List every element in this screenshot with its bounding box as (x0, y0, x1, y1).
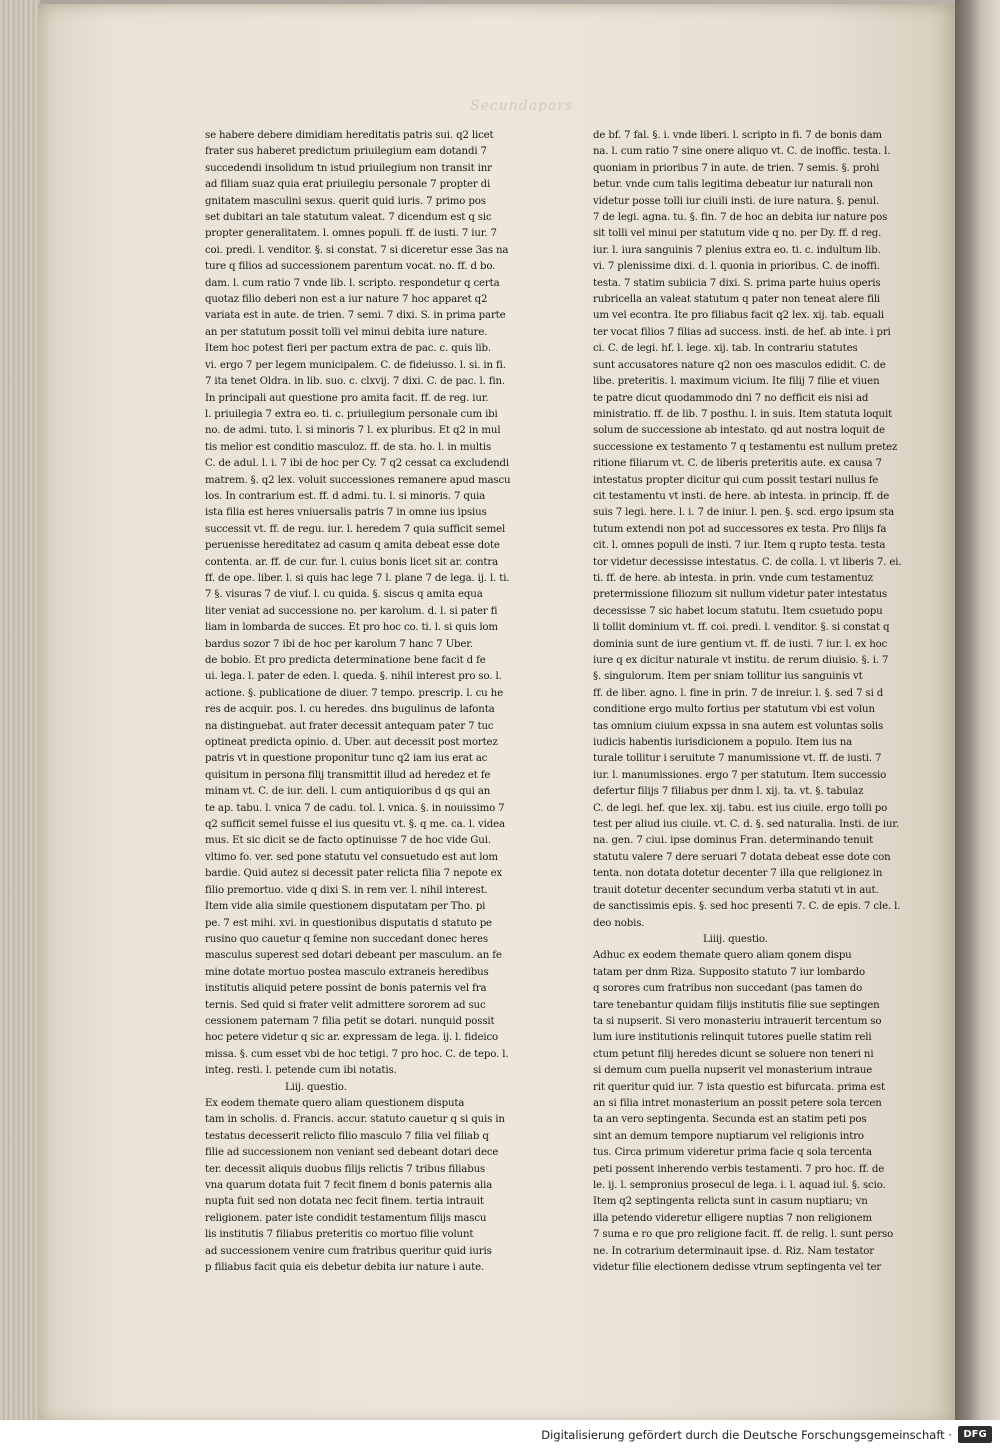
text-line: tus. Circa primum videretur prima facie q sola tercenta (593, 1147, 872, 1159)
text-line: iudicis habentis iurisdicionem a populo. Item ius na (593, 737, 853, 749)
text-line: optineat predicta opinio. d. Uber. aut decessit post mortez (205, 737, 498, 749)
text-line: Item hoc potest fieri per pactum extra de pac. c. quis lib. (205, 343, 491, 355)
text-line: integ. resti. l. petende cum ibi notatis. (205, 1065, 397, 1077)
text-line: te patre dicut quodammodo dni 7 no defficit eis nisi ad (593, 392, 869, 404)
text-line: videtur posse tolli iur ciuili insti. de iure natura. §. penul. (593, 195, 880, 207)
text-line: tor videtur decessisse intestatus. C. de colla. l. vt liberis 7. ei. (593, 556, 902, 568)
text-line: betur. vnde cum talis legitima debeatur iur naturali non (593, 179, 873, 191)
text-line: C. de adul. l. i. 7 ibi de hoc per Cy. 7 q2 cessat ca excludendi (205, 458, 509, 470)
text-line: lum iure institutionis relinquit tutores puelle statim reli (593, 1032, 872, 1044)
text-line: ad filiam suaz quia erat priuilegiu personale 7 propter di (205, 179, 491, 191)
text-line: lis institutis 7 filiabus preteritis co mortuo filie volunt (205, 1229, 474, 1241)
left-text-column (205, 128, 575, 1276)
text-line: 7 de legi. agna. tu. §. fin. 7 de hoc an debita iur nature pos (593, 212, 888, 224)
text-line: de bobio. Et pro predicta determinatione bene facit d fe (205, 655, 486, 666)
text-line: successione ex testamento 7 q testamentu est nullum pretez (593, 441, 898, 453)
text-line: conditione ergo multo fortius per statutum vbi est volun (593, 704, 875, 716)
text-line: de bf. 7 fal. §. i. vnde liberi. l. scripto in fi. 7 de bonis dam (593, 130, 882, 141)
text-line: peruenisse hereditatez ad casum q amita debeat esse dote (205, 540, 500, 552)
text-line: los. In contrarium est. ff. d admi. tu. l. si minoris. 7 quia (205, 490, 486, 502)
text-line: ui. lega. l. pater de eden. l. queda. §. nihil interest pro so. l. (205, 671, 502, 683)
text-line: variata est in aute. de trien. 7 semi. 7 dixi. S. in prima parte (205, 310, 506, 322)
text-line: test per aliud ius ciuile. vt. C. d. §. sed naturalia. Insti. de iur. (593, 819, 900, 831)
text-line: te ap. tabu. l. vnica 7 de cadu. tol. l. vnica. §. in nouissimo 7 (205, 802, 505, 814)
text-line: matrem. §. q2 lex. voluit successiones remanere apud mascu (205, 474, 511, 486)
text-line: solum de successione ab intestato. qd aut nostra loquit de (593, 425, 885, 437)
text-line: mus. Et sic dicit se de facto optinuisse 7 de hoc vide Gui. (205, 835, 491, 847)
text-line: ci. C. de legi. hf. l. lege. xij. tab. In contrariu statutes (593, 343, 858, 355)
text-line: li tollit dominium vt. ff. coi. predi. l. venditor. §. si constat q (593, 622, 890, 634)
dfg-logo-icon: DFG (958, 1426, 992, 1443)
text-line: ter vocat filios 7 filias ad success. insti. de hef. ab inte. i pri (593, 326, 891, 338)
text-line: Item vide alia simile questionem disputatam per Tho. pi (205, 901, 486, 913)
text-line: successit vt. ff. de regu. iur. l. heredem 7 quia sufficit semel (205, 523, 506, 535)
text-line: vi. 7 plenissime dixi. d. l. quonia in prioribus. C. de inoffi. (593, 261, 880, 273)
text-line: Adhuc ex eodem themate quero aliam qonem dispu (593, 950, 852, 962)
text-line: ista filia est heres vniuersalis patris 7 in omne ius ipsius (205, 507, 487, 519)
text-line: mine dotate mortuo postea masculo extraneis heredibus (205, 966, 489, 978)
text-line: dominia sunt de iure gentium vt. ff. de iusti. 7 iur. l. ex hoc (593, 638, 888, 650)
text-line: quotaz filio deberi non est a iur nature 7 hoc apparet q2 (205, 294, 488, 306)
text-line: rubricella an valeat statutum q pater non teneat alere fili (593, 294, 881, 306)
text-line: gnitatem masculini sexus. querit quid iuris. 7 primo pos (205, 195, 486, 207)
text-line: p filiabus facit quia eis debetur debita iur nature i aute. (205, 1262, 485, 1274)
text-line: tatam per dnm Riza. Supposito statuto 7 iur lombardo (593, 966, 865, 978)
text-line: ritione filiarum vt. C. de liberis preteritis aute. ex causa 7 (593, 458, 882, 470)
text-line: 7 ita tenet Oldra. in lib. suo. c. clxvij. 7 dixi. C. de pac. l. fin. (205, 376, 505, 388)
text-line: ad successionem venire cum fratribus queritur quid iuris (205, 1245, 492, 1257)
text-line: ff. de liber. agno. l. fine in prin. 7 de inreiur. l. §. sed 7 si d (593, 687, 884, 699)
text-line: tenta. non dotata dotetur decenter 7 illa que religionez in (593, 868, 883, 880)
text-line: tutum extendi non pot ad successores ex testa. Pro filijs fa (593, 523, 887, 535)
text-line: illa petendo videretur elligere nuptias 7 non religionem (593, 1212, 872, 1224)
text-line: filio premortuo. vide q dixi S. in rem ver. l. nihil interest. (205, 884, 488, 896)
text-line: ternis. Sed quid si frater velit admittere sororem ad suc (205, 999, 486, 1011)
text-line: cit testamentu vt insti. de here. ab intesta. in princip. ff. de (593, 490, 890, 502)
text-line: trauit dotetur decenter secundum verba statuti vt in aut. (593, 884, 879, 896)
text-line: coi. predi. l. venditor. §. si constat. 7 si diceretur esse 3as na (205, 244, 509, 256)
text-line: de sanctissimis epis. §. sed hoc presenti 7. C. de epis. 7 cle. l. (593, 901, 901, 913)
book-binding-edge (955, 0, 1000, 1420)
text-line: testatus decesserit relicto filio masculo 7 filia vel filiab q (205, 1130, 489, 1142)
text-line: si demum cum puella nupserit vel monasterium intraue (593, 1065, 873, 1077)
text-line: rit queritur quid iur. 7 ista questio est bifurcata. prima est (593, 1081, 885, 1093)
text-line: se habere debere dimidiam hereditatis patris sui. q2 licet (205, 130, 494, 141)
question-heading: Liij. questio. (285, 1081, 347, 1093)
question-heading: Liiij. questio. (703, 933, 768, 945)
text-line: sunt accusatores nature q2 non oes masculos edidit. C. de (593, 359, 886, 371)
text-line: decessisse 7 sic habet locum statutu. Item csuetudo popu (593, 605, 883, 617)
right-text-column (593, 128, 958, 1276)
text-line: pe. 7 est mihi. xvi. in questionibus disputatis d statuto pe (205, 917, 492, 929)
text-line: ti. ff. de here. ab intesta. in prin. vnde cum testamentuz (593, 572, 873, 584)
text-line: bardus sozor 7 ibi de hoc per karolum 7 hanc 7 Uber. (205, 638, 473, 650)
text-line: videtur filie electionem dedisse vtrum septingenta vel ter (593, 1262, 882, 1274)
text-line: masculus superest sed dotari debeant per masculum. an fe (205, 950, 502, 962)
text-line: vi. ergo 7 per legem municipalem. C. de fideiusso. l. si. in fi. (205, 359, 506, 371)
text-line: ministratio. ff. de lib. 7 posthu. l. in suis. Item statuta loquit (593, 408, 893, 420)
text-line: set dubitari an tale statutum valeat. 7 dicendum est q sic (205, 212, 492, 224)
text-line: an per statutum possit tolli vel minui debita iure nature. (205, 326, 488, 338)
text-line: deo nobis. (593, 917, 645, 929)
text-line: Item q2 septingenta relicta sunt in casum nuptiaru; vn (593, 1196, 868, 1208)
footer-bar (0, 1420, 1000, 1451)
text-line: dam. l. cum ratio 7 vnde lib. l. scripto. respondetur q certa (205, 277, 500, 289)
text-line: peti possent inherendo verbis testamenti. 7 pro hoc. ff. de (593, 1163, 885, 1175)
text-line: In principali aut questione pro amita facit. ff. de reg. iur. (205, 392, 489, 404)
text-line: intestatus propter dicitur qui cum possit testari nullus fe (593, 474, 879, 486)
text-line: defertur filijs 7 filiabus per dnm l. xij. ta. vt. §. tabulaz (593, 786, 864, 798)
text-line: res de acquir. pos. l. cu heredes. dns bugulinus de lafonta (205, 704, 495, 716)
text-line: minam vt. C. de iur. deli. l. cum antiquioribus d qs qui an (205, 786, 491, 798)
text-line: ture q filios ad successionem parentum vocat. no. ff. d bo. (205, 261, 496, 273)
text-line: ta si nupserit. Si vero monasteriu intrauerit tercentum so (593, 1015, 882, 1027)
text-line: ctum petunt filij heredes dicunt se soluere non teneri ni (593, 1048, 874, 1060)
faint-running-head: Secundapars (470, 98, 574, 114)
text-line: l. priuilegia 7 extra eo. ti. c. priuilegium personale cum ibi (205, 408, 498, 420)
text-line: actione. §. publicatione de diuer. 7 tempo. prescrip. l. cu he (205, 687, 503, 699)
text-line: filie ad successionem non veniant sed debeant dotari dece (205, 1147, 499, 1159)
text-line: missa. §. cum esset vbi de hoc tetigi. 7 pro hoc. C. de tepo. l. (205, 1048, 509, 1060)
text-line: tas omnium ciuium expssa in sna autem est voluntas solis (593, 720, 884, 732)
funding-notice: Digitalisierung gefördert durch die Deutsche Forschungsgemeinschaft · (541, 1428, 952, 1442)
text-line: bardie. Quid autez si decessit pater relicta filia 7 nepote ex (205, 868, 503, 880)
text-line: 7 suma e ro que pro religione facit. ff. de relig. l. sunt perso (593, 1229, 894, 1241)
text-line: succedendi insolidum tn istud priuilegium non transit inr (205, 162, 492, 174)
text-line: ff. de ope. liber. l. si quis hac lege 7 l. plane 7 de lega. ij. l. ti. (205, 572, 510, 584)
text-line: sint an demum tempore nuptiarum vel religionis intro (593, 1130, 864, 1142)
text-line: le. ij. l. sempronius prosecul de lega. i. l. aquad iul. §. scio. (593, 1180, 886, 1191)
text-line: tis melior est conditio masculoz. ff. de sta. ho. l. in multis (205, 441, 492, 453)
text-line: um vel econtra. Ite pro filiabus facit q2 lex. xij. tab. equali (593, 310, 884, 322)
text-line: turale tollitur i seruitute 7 manumissione vt. ff. de iusti. 7 (593, 753, 882, 765)
text-line: quoniam in prioribus 7 in aute. de trien. 7 semis. §. prohi (593, 162, 880, 174)
text-line: religionem. pater iste condidit testamentum filijs mascu (205, 1212, 487, 1224)
text-line: tam in scholis. d. Francis. accur. statuto cauetur q si quis in (205, 1114, 505, 1126)
text-line: C. de legi. hef. que lex. xij. tabu. est ius ciuile. ergo tolli po (593, 802, 888, 814)
text-line: tare tenebantur quidam filijs institutis filie sue septingen (593, 999, 880, 1011)
text-line: iur. l. manumissiones. ergo 7 per statutum. Item successio (593, 769, 887, 781)
text-line: libe. preteritis. l. maximum vicium. Ite filij 7 filie et viuen (593, 376, 880, 388)
text-line: patris vt in questione proponitur tunc q2 iam ius erat ac (205, 753, 488, 765)
text-line: rusino quo cauetur q femine non succedant donec heres (205, 933, 488, 945)
text-line: na distinguebat. aut frater decessit antequam pater 7 tuc (205, 720, 494, 732)
text-line: propter generalitatem. l. omnes populi. ff. de iusti. 7 iur. 7 (205, 228, 497, 240)
text-line: na. gen. 7 ciui. ipse dominus Fran. determinando tenuit (593, 835, 874, 847)
text-line: na. l. cum ratio 7 sine onere aliquo vt. C. de inoffic. testa. l. (593, 146, 891, 158)
text-line: institutis aliquid petere possint de bonis paternis vel fra (205, 983, 487, 995)
book-page-edges (0, 0, 40, 1451)
text-line: q2 sufficit semel fuisse el ius quesitu vt. §. q me. ca. l. videa (205, 819, 505, 831)
text-line: §. singulorum. Item per sniam tollitur ius sanguinis vt (593, 671, 863, 683)
text-line: vltimo fo. ver. sed pone statutu vel consuetudo est aut lom (205, 851, 498, 863)
text-line: hoc petere videtur q sic ar. expressam de lega. ij. l. fideico (205, 1032, 499, 1044)
text-line: suis 7 legi. here. l. i. 7 de iniur. l. pen. §. scd. ergo ipsum sta (593, 507, 895, 519)
text-line: nupta fuit sed non dotata nec fecit finem. tertia intrauit (205, 1196, 484, 1208)
text-line: iur. l. iura sanguinis 7 plenius extra eo. ti. c. indultum lib. (593, 244, 881, 256)
text-line: ter. decessit aliquis duobus filijs relictis 7 tribus filiabus (205, 1163, 486, 1175)
text-line: an si filia intret monasterium an possit petere sola tercen (593, 1097, 882, 1109)
text-line: no. de admi. tuto. l. si minoris 7 l. ex pluribus. Et q2 in mul (205, 425, 501, 437)
text-line: contenta. ar. ff. de cur. fur. l. cuius bonis licet sit ar. contra (205, 556, 498, 568)
text-line: liter veniat ad successione no. per karolum. d. l. si pater fi (205, 605, 498, 617)
text-line: sit tolli vel minui per statutum vide q no. per Dy. ff. d reg. (593, 228, 882, 240)
text-line: iure q ex dicitur naturale vt institu. de rerum diuisio. §. i. 7 (593, 655, 889, 666)
text-line: vna quarum dotata fuit 7 fecit finem d bonis paternis alia (205, 1180, 493, 1191)
text-line: testa. 7 statim subiicia 7 dixi. S. prima parte huius operis (593, 277, 881, 289)
text-line: cit. l. omnes populi de insti. 7 iur. Item q rupto testa. testa (593, 540, 886, 552)
text-line: quisitum in persona filij transmittit illud ad heredez et fe (205, 769, 491, 781)
text-line: cessionem paternam 7 filia petit se dotari. nunquid possit (205, 1015, 495, 1027)
text-line: ne. In cotrarium determinauit ipse. d. Riz. Nam testator (593, 1245, 874, 1257)
text-line: liam in lombarda de succes. Et pro hoc co. ti. l. si quis lom (205, 622, 498, 634)
text-line: 7 §. visuras 7 de viuf. l. cu quida. §. siscus q amita equa (205, 589, 483, 601)
text-line: Ex eodem themate quero aliam questionem disputa (205, 1097, 465, 1109)
text-line: ta an vero septingenta. Secunda est an statim peti pos (593, 1114, 867, 1126)
text-line: pretermissione filiozum sit nullum videtur pater intestatus (593, 589, 887, 601)
text-line: frater sus haberet predictum priuilegium eam dotandi 7 (205, 146, 487, 158)
text-line: q sorores cum fratribus non succedant (pas tamen do (593, 983, 863, 995)
text-line: statutu valere 7 dere seruari 7 dotata debeat esse dote con (593, 851, 891, 863)
